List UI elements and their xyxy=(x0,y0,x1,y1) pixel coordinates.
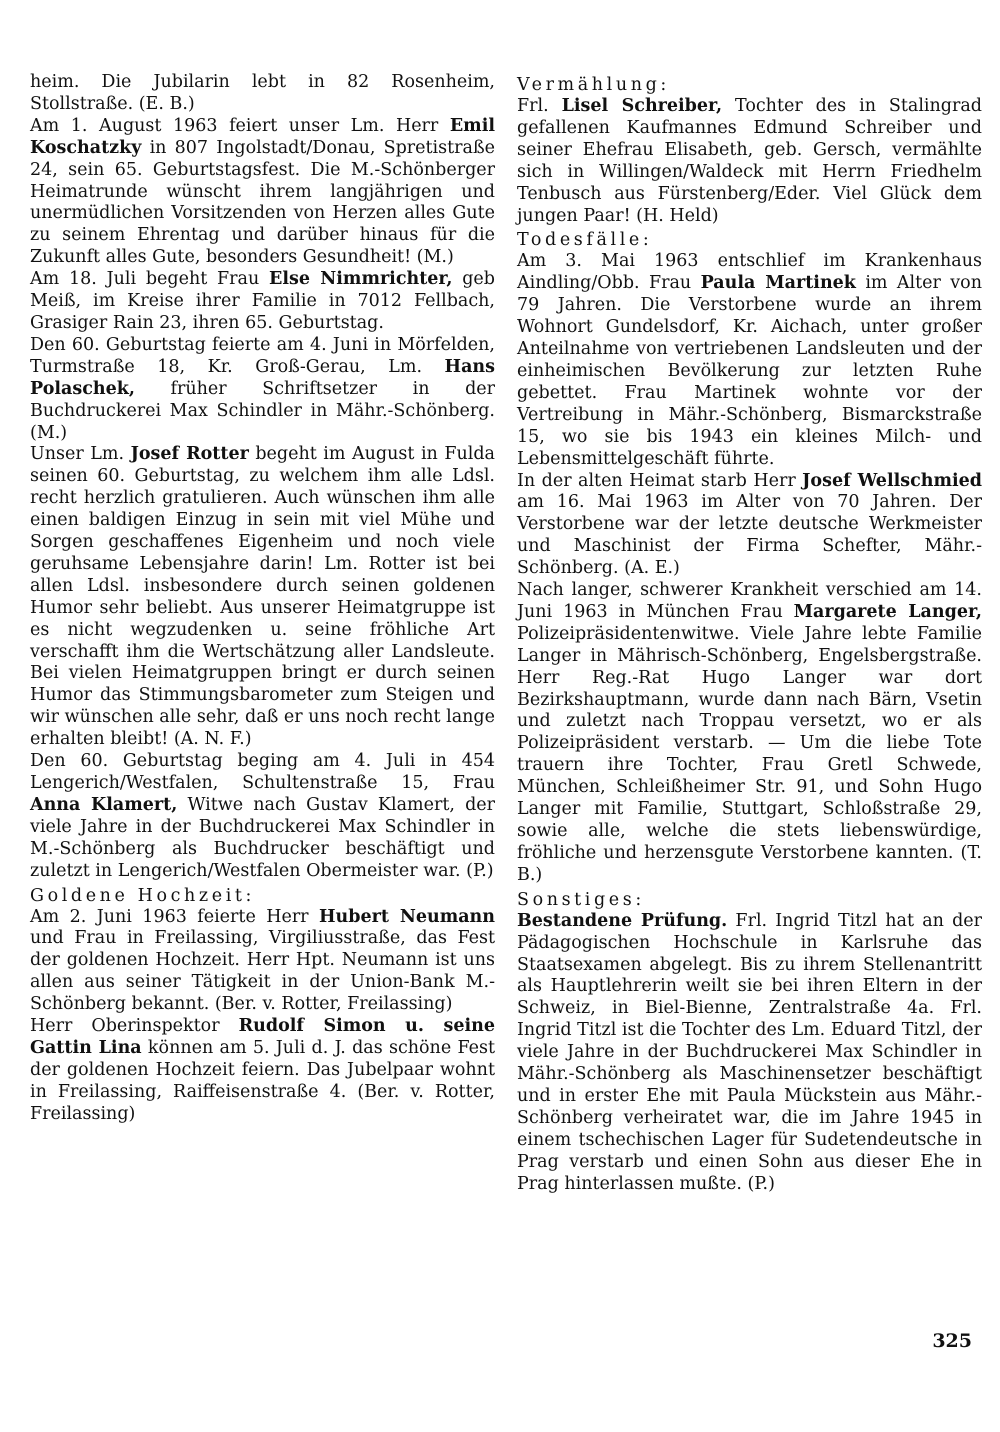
text: Witwe nach Gustav Klamert, der viele Jahre in der Buchdruckerei Max Schindler in M.-Schönberg als Buchdrucker beschäftigt und zuletzt in Lengerich/Westfalen Obermeister war. (P.) xyxy=(30,794,495,881)
section-heading-golden-wedding: Goldene Hochzeit: xyxy=(30,885,256,906)
text: können am 5. Juli d. J. das schöne Fest der goldenen Hochzeit feiern. Das Jubelpaar wohnt in Freilassing, Raiffeisenstraße 4. (Ber. v. Rotter, Freilassing) xyxy=(30,1037,496,1124)
right-column xyxy=(517,72,982,1196)
section-heading-deaths: Todesfälle: xyxy=(517,230,653,251)
paragraph xyxy=(30,116,495,269)
person-name: Hubert Neumann xyxy=(318,906,495,927)
section-heading-wedding: Vermählung: xyxy=(517,75,670,95)
person-name: Hans Polaschek, xyxy=(30,356,495,399)
paragraph xyxy=(30,907,495,1017)
text: im Alter von 79 Jahren. Die Verstorbene wurde an ihrem Wohnort Gundelsdorf, Kr. Aichach, unter großer Anteilnahme von vertriebenen Landsleuten und der einheimischen Bevölkerung zur letzten Ruhe gebettet. Frau Martinek wohnte vor der Vertreibung in Mähr.-Schönberg, Bismarckstraße 15, wo sie bis 1943 ein kleines Milch- und Lebensmittelgeschäft führte. xyxy=(517,273,982,469)
person-name: Anna Klamert, xyxy=(30,794,178,815)
paragraph xyxy=(30,72,495,116)
text: früher Schriftsetzer in der Buchdruckerei Max Schindler in Mähr.-Schönberg. (M.) xyxy=(30,378,495,443)
text: Den 60. Geburtstag beging am 4. Juli in 454 Lengerich/Westfalen, Schultenstraße 15, Frau xyxy=(30,751,495,793)
text: Polizeipräsidentenwitwe. Viele Jahre lebte Familie Langer in Mährisch-Schönberg, Engelsbergstraße. Herr Reg.-Rat Hugo Langer war dort Bezirkshauptmann, wurde dann nach Bärn, Vsetin und zuletzt nach Troppau versetzt, wo er als Polizeipräsident verstarb. — Um die liebe Tote trauern ihre Tochter, Frau Gretl Schwede, München, Schleißheimer Str. 91, und Sohn Hugo Langer mit Familie, Stuttgart, Schloßstraße 29, sowie alle, welche die stets liebenswürdige, fröhliche und herzensgute Verstorbene kannten. (T. B.) xyxy=(517,623,982,885)
person-name: Paula Martinek xyxy=(700,273,856,294)
text: In der alten Heimat starb Herr xyxy=(517,470,803,491)
paragraph xyxy=(517,251,982,470)
paragraph xyxy=(30,751,495,882)
paragraph xyxy=(30,269,495,335)
text: geb Meiß, im Kreise ihrer Familie in 7012 Fellbach, Grasiger Rain 23, ihren 65. Geburtstag. xyxy=(30,269,495,333)
person-name: Lisel Schreiber, xyxy=(561,96,723,116)
text: Herr Oberinspektor xyxy=(30,1016,239,1037)
text: Am 2. Juni 1963 feierte Herr xyxy=(30,906,319,927)
text: heim. Die Jubilarin lebt in 82 Rosenheim, Stollstraße. (E. B.) xyxy=(30,72,495,114)
section-heading-misc: Sonstiges: xyxy=(517,889,645,910)
text: Frl. xyxy=(517,96,562,116)
item-title: Bestandene Prüfung. xyxy=(517,910,728,931)
text: Am 3. Mai 1963 entschlief im Krankenhaus Aindling/Obb. Frau xyxy=(517,251,982,294)
paragraph xyxy=(30,335,495,445)
paragraph xyxy=(517,580,982,887)
text: begeht im August in Fulda seinen 60. Geburtstag, zu welchem ihm alle Ldsl. recht herzlich gratulieren. Auch wünschen ihm alle einen baldigen Einzug in sein mit viel Mühe und Sorgen geschaffenes Eigenheim und noch viele geruhsame Lebensjahre darin! Lm. Rotter ist bei allen Ldsl. insbesondere durch seinen goldenen Humor sehr beliebt. Aus unserer Heimatgruppe ist es nicht wegzudenken u. seine fröhliche Art verschafft ihm die Wertschätzung aller Landsleute. Bei vielen Heimatgruppen bringt er durch seinen Humor das Stimmungsbarometer zum Steigen und wir wünschen alle sehr, daß er uns noch recht lange erhalten bleibt! (A. N. F.) xyxy=(30,444,495,750)
text: Unser Lm. xyxy=(30,444,131,465)
text: und Frau in Freilassing, Virgiliusstraße, das Fest der goldenen Hochzeit. Herr Hpt. Neumann ist uns allen aus seiner Tätigkeit in der Union-Bank M.-Schönberg bekannt. (Ber. v. Rotter, Freilassing) xyxy=(30,928,495,1015)
text: Am 1. August 1963 feiert unser Lm. Herr xyxy=(30,115,450,136)
paragraph xyxy=(30,444,495,751)
page-number: 325 xyxy=(932,1330,972,1352)
paragraph xyxy=(517,471,982,581)
person-name: Rudolf Simon u. seine Gattin Lina xyxy=(30,1016,495,1058)
text: Tochter des in Stalingrad gefallenen Kaufmannes Edmund Schreiber und seiner Ehefrau Elisabeth, geb. Gersch, vermählte sich in Willingen/Waldeck mit Herrn Friedhelm Tenbusch aus Fürstenberg/Eder. Viel Glück dem jungen Paar! (H. Held) xyxy=(517,96,983,226)
left-column xyxy=(30,72,495,1126)
text: am 16. Mai 1963 im Alter von 70 Jahren. Der Verstorbene war der letzte deutsche Werkmeister und Maschinist der Firma Schefter, Mähr.-Schönberg. (A. E.) xyxy=(517,492,982,579)
text: Den 60. Geburtstag feierte am 4. Juni in Mörfelden, Turmstraße 18, Kr. Groß-Gerau, Lm. xyxy=(30,334,495,377)
person-name: Emil Koschatzky xyxy=(30,115,495,158)
text: Frl. Ingrid Titzl hat an der Pädagogischen Hochschule in Karlsruhe das Staatsexamen abgelegt. Bis zu ihrem Stellenantritt als Hauptlehrerin weilt sie bei ihren Eltern in der Schweiz, in Biel-Bienne, Zentralstraße 4a. Frl. Ingrid Titzl ist die Tochter des Lm. Eduard Titzl, der viele Jahre in der Buchdruckerei Max Schindler in Mähr.-Schönberg als Maschinensetzer beschäftigt und in erster Ehe mit Paula Mückstein aus Mähr.-Schönberg verheiratet war, die im Jahre 1945 in einem tschechischen Lager für Sudetendeutsche in Prag verstarb und einen Sohn aus dieser Ehe in Prag hinterlassen mußte. (P.) xyxy=(517,910,982,1194)
paragraph xyxy=(517,96,982,227)
text: in 807 Ingolstadt/Donau, Spretistraße 24, sein 65. Geburtstagsfest. Die M.-Schönberger Heimatrunde wünscht ihrem langjährigen und unermüdlichen Vorsitzenden von Herzen alles Gute zu seinem Ehrentag und darüber hinaus für die Zukunft alles Gute, besonders Gesundheit! (M.) xyxy=(30,137,495,268)
paragraph xyxy=(30,1016,495,1126)
paragraph xyxy=(517,911,982,1196)
person-name: Josef Wellschmied xyxy=(802,470,983,491)
person-name: Else Nimmrichter, xyxy=(269,269,453,290)
text: Nach langer, schwerer Krankheit verschied am 14. Juni 1963 in München Frau xyxy=(517,580,982,622)
person-name: Margarete Langer, xyxy=(793,601,983,622)
person-name: Josef Rotter xyxy=(130,444,249,465)
text: Am 18. Juli begeht Frau xyxy=(30,269,270,290)
